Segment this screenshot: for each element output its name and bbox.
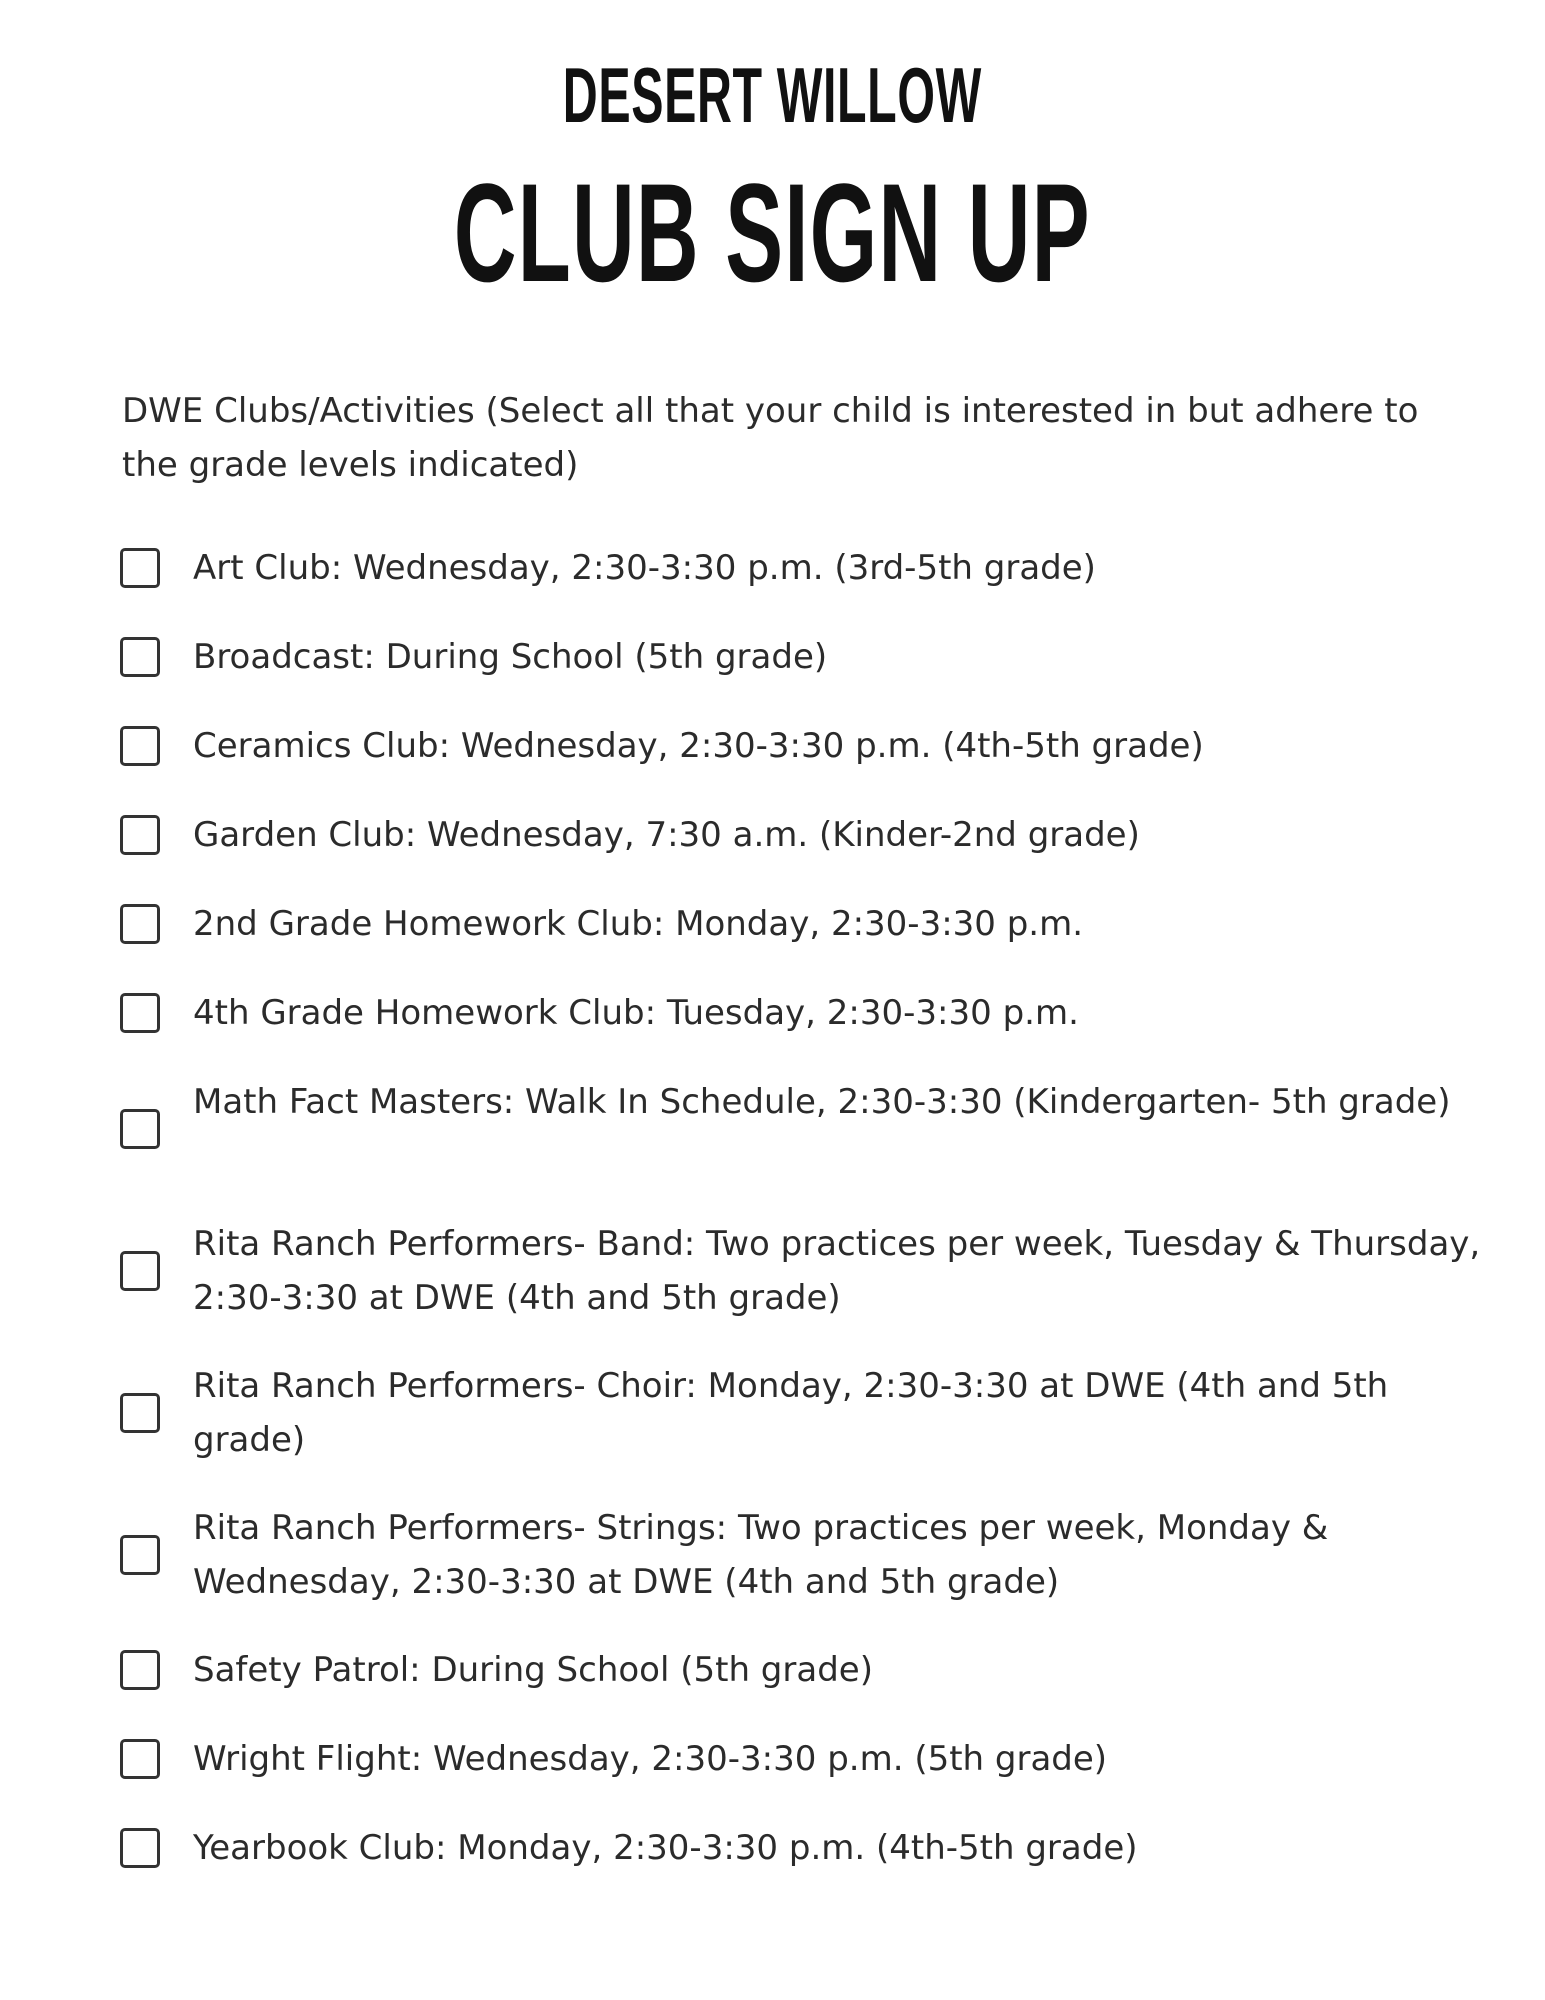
garden-club-checkbox[interactable] xyxy=(120,815,160,855)
club-option-label: Math Fact Masters: Walk In Schedule, 2:30-3:30 (Kindergarten- 5th grade) xyxy=(193,1082,1451,1122)
4th-grade-homework-club-checkbox[interactable] xyxy=(120,993,160,1033)
math-fact-masters-checkbox[interactable] xyxy=(120,1109,160,1149)
club-option-label: Rita Ranch Performers- Choir: Monday, 2:30-3:30 at DWE (4th and 5th grade) xyxy=(193,1366,1389,1460)
club-option-label: Broadcast: During School (5th grade) xyxy=(193,637,828,677)
band-checkbox[interactable] xyxy=(120,1251,160,1291)
club-option-label: Ceramics Club: Wednesday, 2:30-3:30 p.m. (4th-5th grade) xyxy=(193,726,1204,766)
broadcast-checkbox[interactable] xyxy=(120,637,160,677)
form-title: CLUB SIGN UP xyxy=(453,154,1091,311)
safety-patrol-checkbox[interactable] xyxy=(120,1650,160,1690)
club-option-label: Safety Patrol: During School (5th grade) xyxy=(193,1650,873,1690)
club-option-label: Rita Ranch Performers- Band: Two practices per week, Tuesday & Thursday, 2:30-3:30 at DWE (4th and 5th grade) xyxy=(193,1224,1481,1318)
club-option-label: Art Club: Wednesday, 2:30-3:30 p.m. (3rd-5th grade) xyxy=(193,548,1096,588)
club-option-label: Rita Ranch Performers- Strings: Two practices per week, Monday & Wednesday, 2:30-3:30 at DWE (4th and 5th grade) xyxy=(193,1508,1329,1602)
club-option-label: Wright Flight: Wednesday, 2:30-3:30 p.m. (5th grade) xyxy=(193,1739,1108,1779)
club-option-label: 4th Grade Homework Club: Tuesday, 2:30-3:30 p.m. xyxy=(193,993,1079,1033)
club-option-label: Yearbook Club: Monday, 2:30-3:30 p.m. (4th-5th grade) xyxy=(193,1828,1138,1868)
wright-flight-checkbox[interactable] xyxy=(120,1739,160,1779)
intro-instructions: DWE Clubs/Activities (Select all that your child is interested in but adhere to the grade levels indicated) xyxy=(122,391,1419,485)
school-name: DESERT WILLOW xyxy=(562,51,982,139)
club-option-label: 2nd Grade Homework Club: Monday, 2:30-3:30 p.m. xyxy=(193,904,1084,944)
strings-checkbox[interactable] xyxy=(120,1535,160,1575)
art-club-checkbox[interactable] xyxy=(120,548,160,588)
yearbook-club-checkbox[interactable] xyxy=(120,1828,160,1868)
club-option-label: Garden Club: Wednesday, 7:30 a.m. (Kinder-2nd grade) xyxy=(193,815,1140,855)
2nd-grade-homework-club-checkbox[interactable] xyxy=(120,904,160,944)
choir-checkbox[interactable] xyxy=(120,1393,160,1433)
ceramics-club-checkbox[interactable] xyxy=(120,726,160,766)
